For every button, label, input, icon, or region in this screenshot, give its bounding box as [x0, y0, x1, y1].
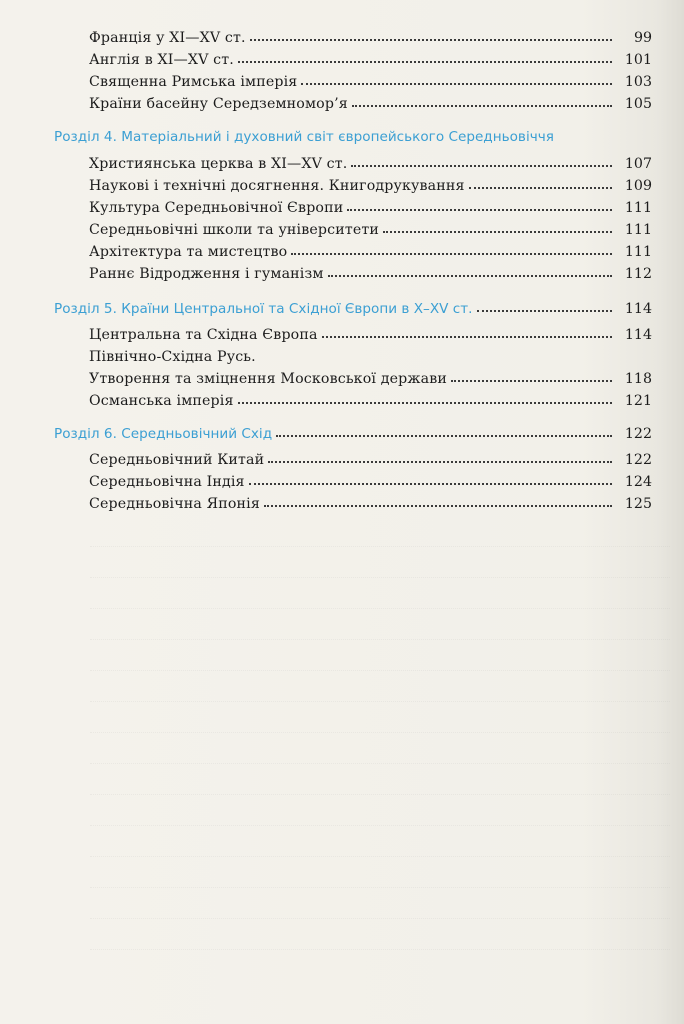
- toc-page-number: 111: [624, 222, 652, 238]
- dot-leader: [250, 39, 612, 41]
- toc-entry: [0, 46, 684, 68]
- toc-entry-title: Центральна та Східна Європа: [89, 327, 318, 343]
- toc-entry: [0, 172, 684, 194]
- toc-page-number: 124: [624, 474, 652, 490]
- toc-page-number: 105: [624, 96, 652, 112]
- dot-leader: [451, 380, 612, 382]
- toc-page-number: 109: [624, 178, 652, 194]
- bleed-through-text: [90, 520, 670, 980]
- toc-entry: [0, 194, 684, 216]
- toc-page-number: 101: [624, 52, 652, 68]
- toc-entry-title: Священна Римська імперія: [89, 74, 298, 90]
- dot-leader: [291, 253, 612, 255]
- dot-leader: [347, 209, 612, 211]
- dot-leader: [264, 505, 612, 507]
- toc-entry-title: Середньовічний Китай: [89, 452, 265, 468]
- toc-section-heading: [0, 295, 684, 317]
- toc-page-number: 114: [624, 327, 652, 343]
- dot-leader: [301, 83, 612, 85]
- toc-entry-title: Раннє Відродження і гуманізм: [89, 266, 324, 282]
- dot-leader: [477, 310, 613, 312]
- toc-entry-title: Середньовічна Японія: [89, 496, 260, 512]
- toc-entry-title: Наукові і технічні досягнення. Книгодрукування: [89, 178, 465, 194]
- dot-leader: [383, 231, 612, 233]
- dot-leader: [238, 61, 612, 63]
- toc-entry-title: Країни басейну Середземномор’я: [89, 96, 348, 112]
- toc-page-number: 125: [624, 496, 652, 512]
- toc-entry-title: Християнська церква в XI—XV ст.: [89, 156, 348, 172]
- dot-leader: [322, 336, 612, 338]
- dot-leader: [469, 187, 612, 189]
- toc-entry-title: Османська імперія: [89, 393, 234, 409]
- dot-leader: [328, 275, 612, 277]
- toc-page-number: 114: [624, 301, 652, 317]
- toc-entry: [0, 68, 684, 90]
- toc-entry: [0, 90, 684, 112]
- toc-entry: [0, 387, 684, 409]
- toc-page-number: 112: [624, 266, 652, 282]
- toc-entry: [0, 365, 684, 387]
- toc-entry-title: Північно-Східна Русь.: [89, 349, 256, 365]
- toc-section-heading: [0, 420, 684, 442]
- toc-page-number: 111: [624, 244, 652, 260]
- toc-entry-title: Архітектура та мистецтво: [89, 244, 288, 260]
- toc-entry-title: Середньовічна Індія: [89, 474, 245, 490]
- toc-entry: [0, 150, 684, 172]
- toc-entry: [0, 343, 684, 365]
- dot-leader: [268, 461, 612, 463]
- toc-entry-title: Утворення та зміцнення Московської держави: [89, 371, 447, 387]
- section-title: Розділ 4. Матеріальний і духовний світ європейського Середньовіччя: [54, 129, 554, 145]
- dot-leader: [249, 483, 612, 485]
- toc-entry: [0, 490, 684, 512]
- toc-entry-title: Культура Середньовічної Європи: [89, 200, 344, 216]
- toc-entry: [0, 321, 684, 343]
- toc-entry-title: Англія в XI—XV ст.: [89, 52, 234, 68]
- toc-page-number: 121: [624, 393, 652, 409]
- toc-entry: [0, 216, 684, 238]
- toc-entry: [0, 24, 684, 46]
- toc-entry-title: Середньовічні школи та університети: [89, 222, 379, 238]
- toc-entry: [0, 468, 684, 490]
- toc-entry: [0, 446, 684, 468]
- toc-page-number: 103: [624, 74, 652, 90]
- toc-section-heading: [0, 123, 684, 145]
- toc-page-number: 99: [633, 30, 652, 46]
- section-title: Розділ 5. Країни Центральної та Східної Європи в X–XV ст.: [54, 301, 473, 317]
- toc-page-number: 107: [624, 156, 652, 172]
- dot-leader: [352, 105, 612, 107]
- dot-leader: [276, 435, 612, 437]
- toc-page-number: 122: [624, 452, 652, 468]
- section-title: Розділ 6. Середньовічний Схід: [54, 426, 273, 442]
- toc-entry: [0, 238, 684, 260]
- toc-page-number: 111: [624, 200, 652, 216]
- toc-page-number: 122: [624, 426, 652, 442]
- dot-leader: [238, 402, 612, 404]
- toc-entry: [0, 260, 684, 282]
- dot-leader: [351, 165, 612, 167]
- toc-entry-title: Франція у XI—XV ст.: [89, 30, 246, 46]
- toc-page-number: 118: [624, 371, 652, 387]
